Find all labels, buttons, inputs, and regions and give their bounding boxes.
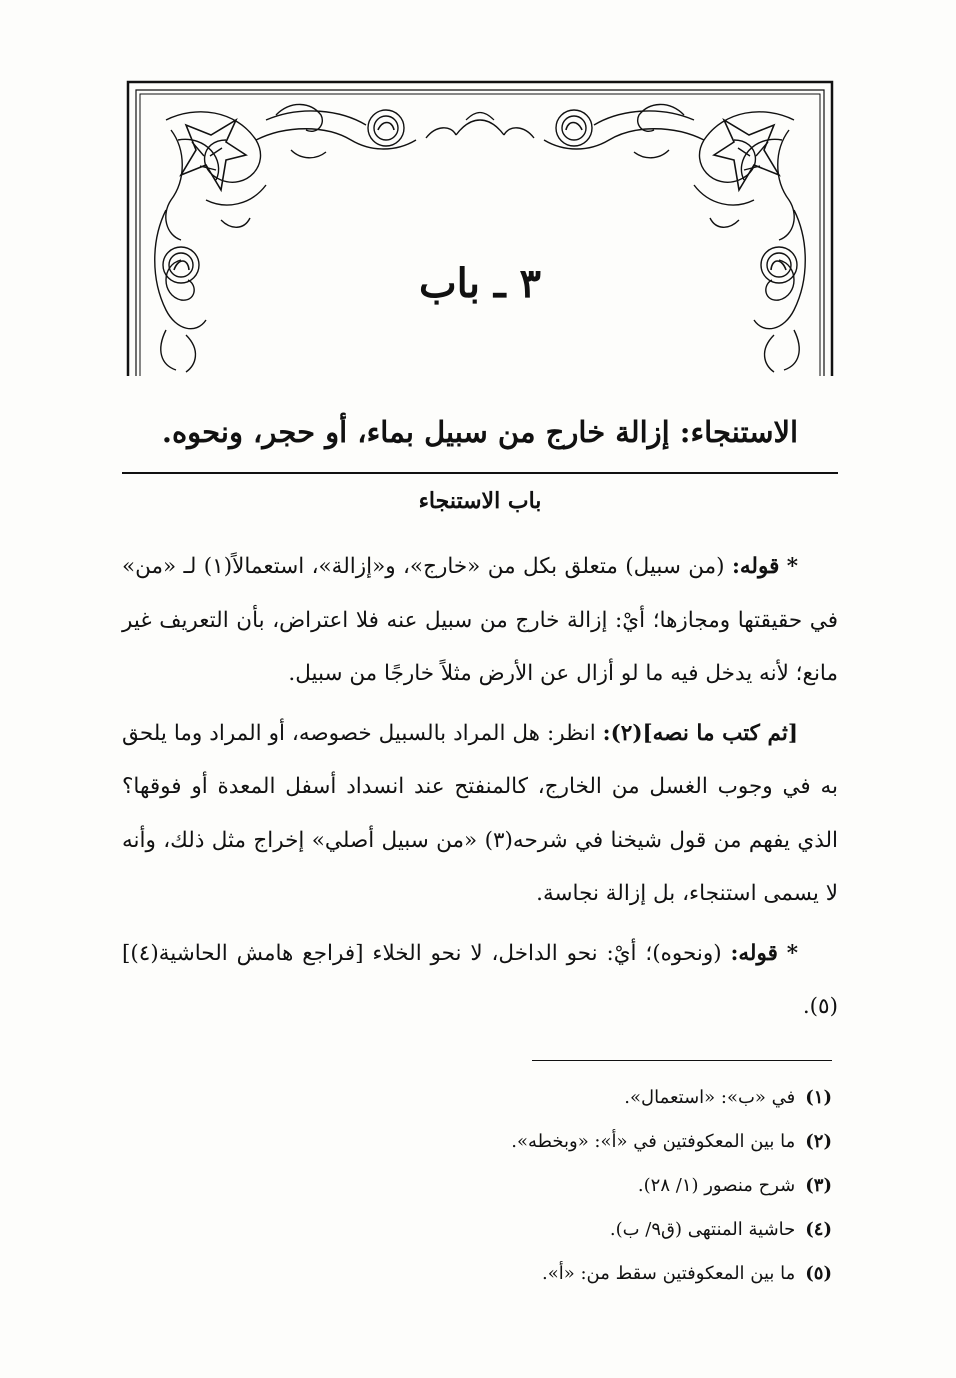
star-marker: *: [786, 940, 798, 966]
paragraph-lead: قوله:: [731, 554, 780, 579]
paragraph-text: انظر: هل المراد بالسبيل خصوصه، أو المراد وما يلحق به في وجوب الغسل من الخارج، كالمنفتح عند انسداد أسفل المعدة أو فوقها؟ الذي يفهم من قول شيخنا في شرحه(٣) «من سبيل أصلي» إخراج مثل ذلك، وأنه لا يسمى استنجاء، بل إزالة نجاسة.: [122, 720, 839, 906]
paragraph-lead: [ثم كتب ما نصه](٢):: [602, 720, 798, 746]
footnotes: [400, 1076, 832, 1296]
matn-text: الاستنجاء: إزالة خارج من سبيل بماء، أو حجر، ونحوه.: [161, 415, 799, 449]
chapter-title: ٣ ـ باب: [418, 260, 542, 307]
footnote-number: (٣): [805, 1175, 832, 1196]
section-heading: باب الاستنجاء: [418, 488, 542, 514]
footnote-text: ما بين المعكوفتين سقط من: «أ».: [541, 1263, 796, 1284]
commentary-body: [122, 540, 838, 1040]
footnote-number: (١): [805, 1087, 832, 1108]
paragraph-text: (من سبيل) متعلق بكل من «خارج»، و«إزالة»، استعمالاً(١) لـ «من» في حقيقتها ومجازها؛ أيْ: إزالة خارج من سبيل عنه فلا اعتراض، بأن التعريف غير مانع؛ لأنه يدخل فيه ما لو أزال عن الأرض مثلاً خارجًا من سبيل.: [122, 554, 838, 686]
footnote-number: (٢): [805, 1131, 832, 1152]
footnote-text: حاشية المنتهى (ق٩/ ب).: [609, 1219, 796, 1240]
paragraph: [122, 707, 838, 921]
ornamental-header-frame: [126, 80, 834, 376]
footnote-text: ما بين المعكوفتين في «أ»: «وبخطه».: [511, 1131, 796, 1152]
footnote-number: (٥): [805, 1263, 832, 1284]
footnote: [400, 1252, 832, 1296]
ornament-border-icon: [126, 80, 834, 376]
paragraph-lead: قوله:: [730, 940, 778, 966]
footnote: [400, 1120, 832, 1164]
footnote-divider: [532, 1060, 832, 1061]
paragraph: [122, 927, 838, 1034]
footnote: [400, 1208, 832, 1252]
footnote-text: في «ب»: «استعمال».: [624, 1087, 796, 1108]
matn-divider: [122, 472, 838, 474]
footnote-text: شرح منصور (١/ ٢٨).: [637, 1175, 796, 1196]
star-marker: *: [786, 554, 798, 579]
paragraph: [122, 540, 838, 701]
footnote: [400, 1164, 832, 1208]
paragraph-text: (ونحوه)؛ أيْ: نحو الداخل، لا نحو الخلاء [فراجع هامش الحاشية(٤)](٥).: [122, 940, 838, 1019]
footnote-number: (٤): [805, 1219, 832, 1240]
footnote: [400, 1076, 832, 1120]
